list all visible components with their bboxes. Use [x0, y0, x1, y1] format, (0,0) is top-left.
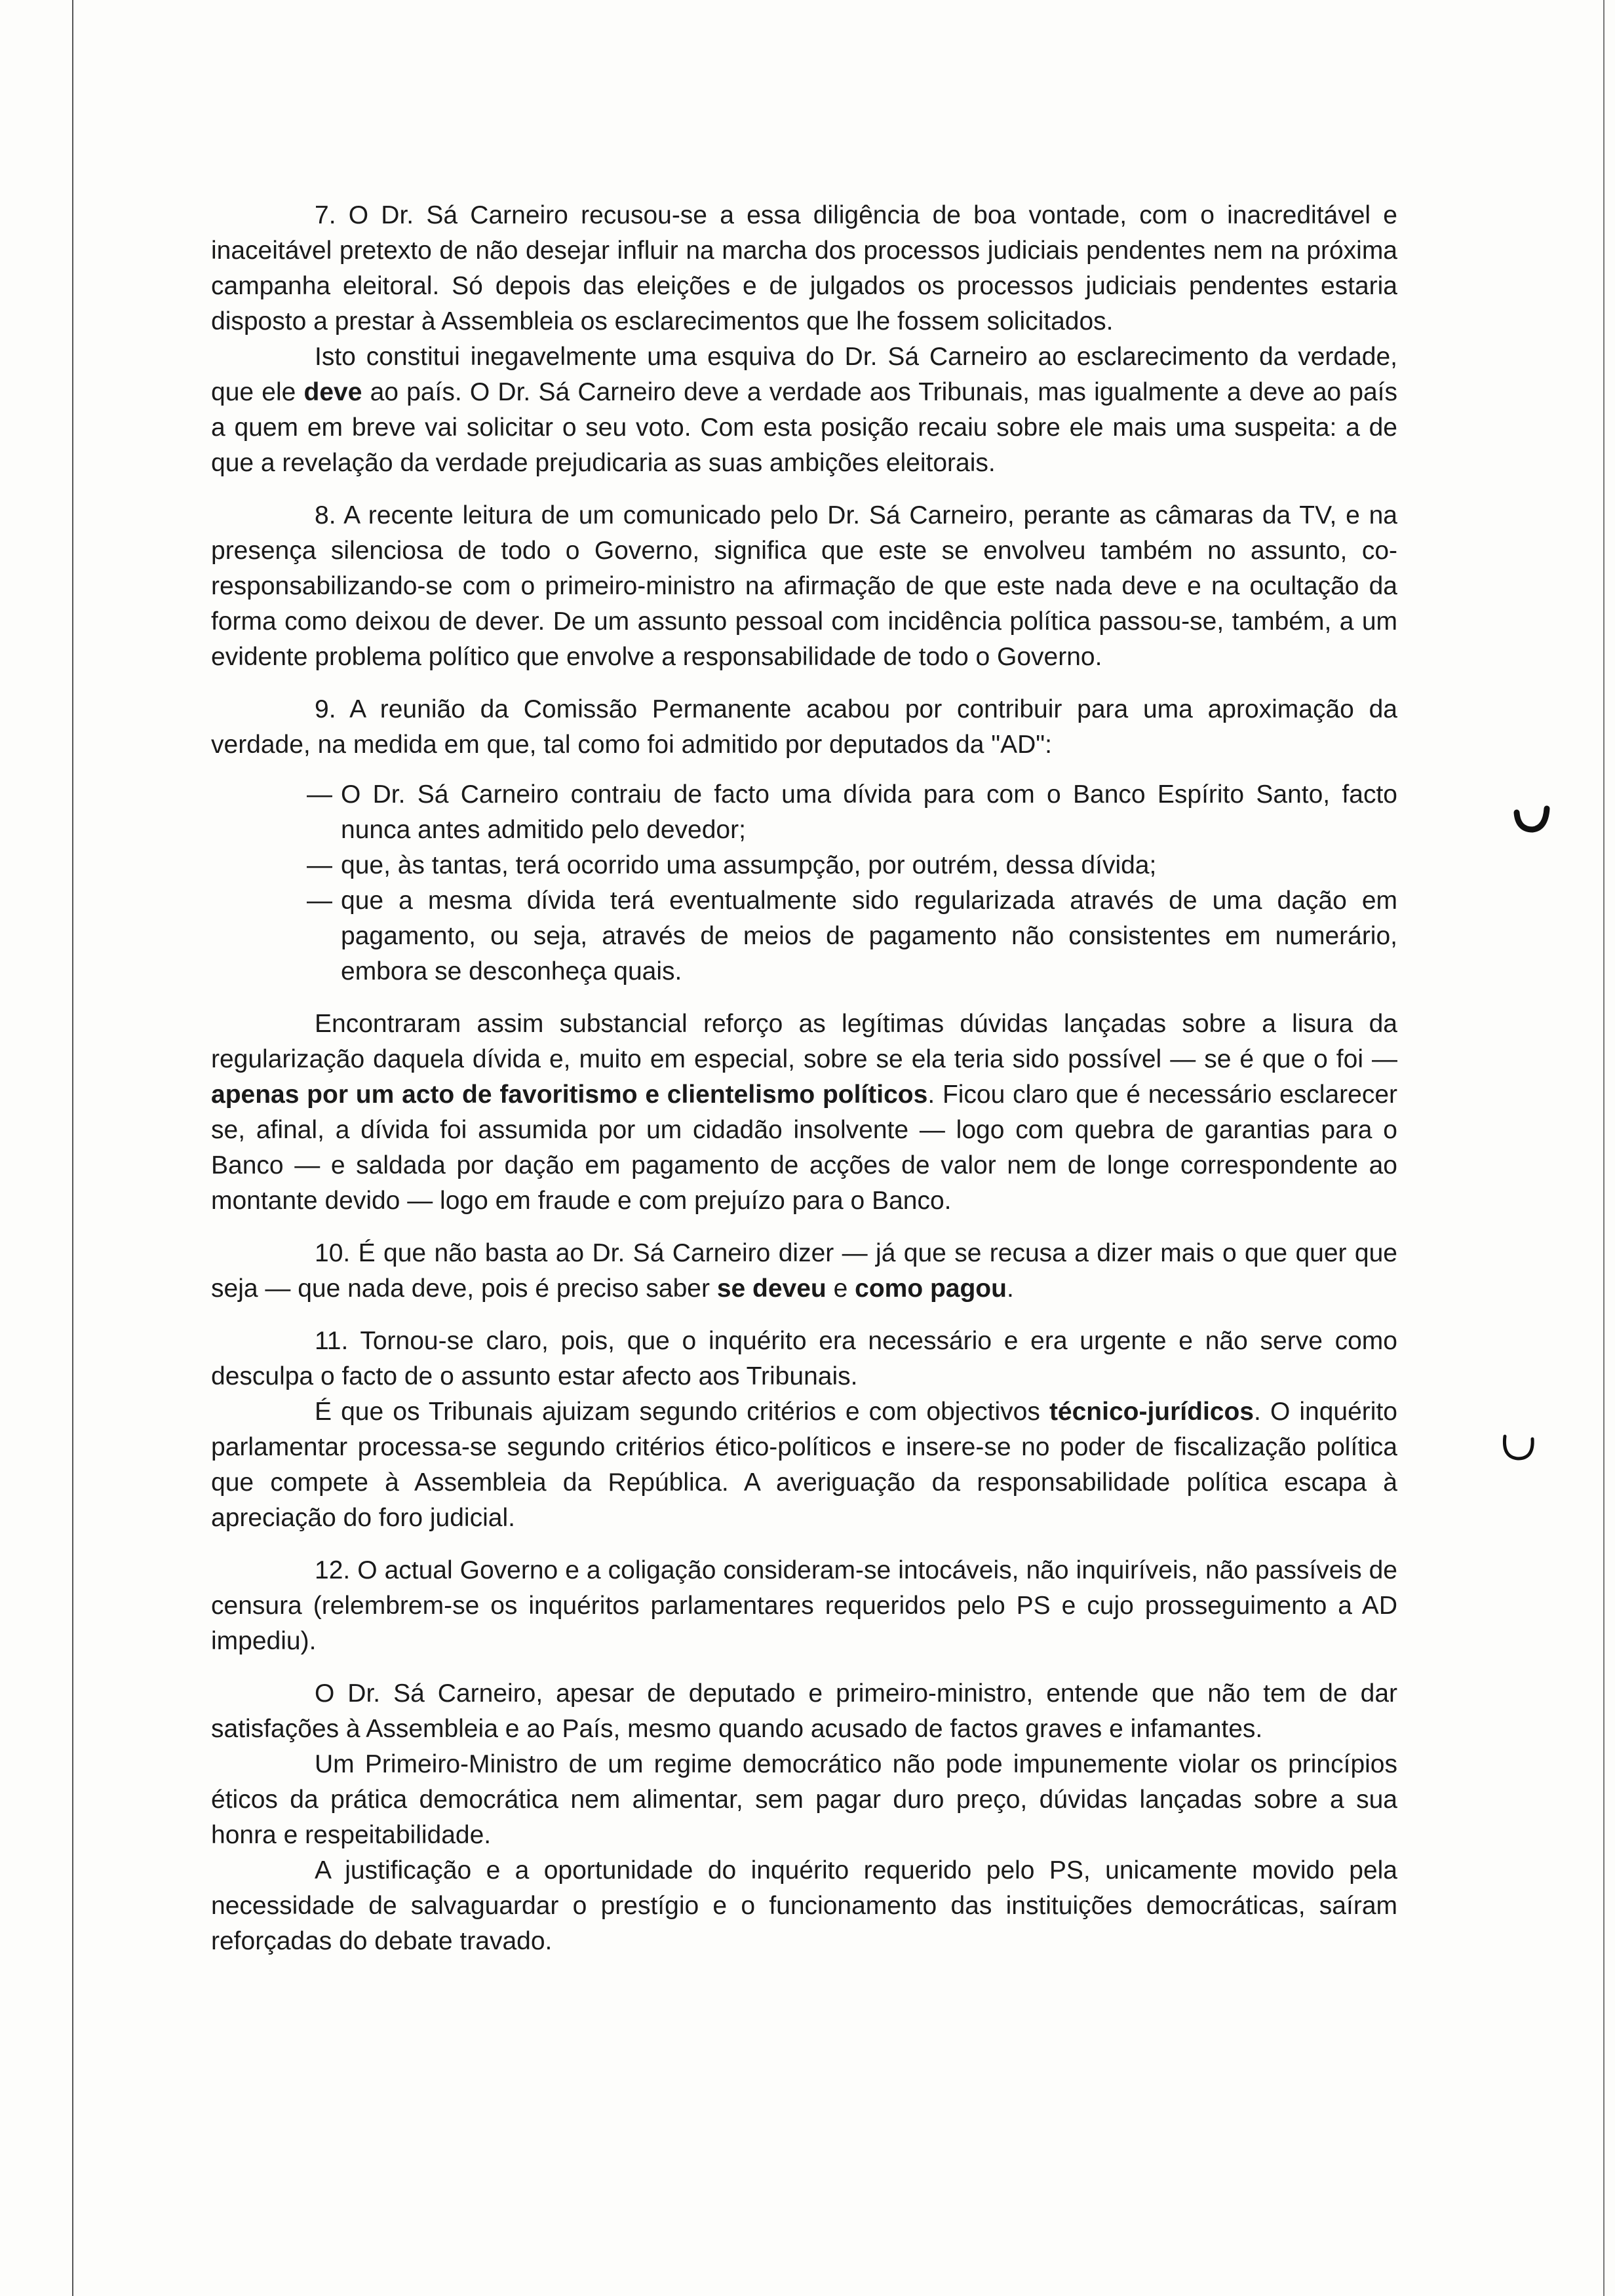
paragraph-p7b	[211, 339, 1397, 481]
text-segment: Encontraram assim substancial reforço as legítimas dúvidas lançadas sobre a lisura da regularização daquela dívida e, muito em especial, sobre se ela teria sido possível — se é que o foi —	[211, 1010, 1397, 1073]
text-segment: A justificação e a oportunidade do inquérito requerido pelo PS, unicamente movido pela necessidade de salvaguardar o prestígio e o funcionamento das instituições democráticas, saíram reforçadas do debate travado.	[211, 1856, 1397, 1955]
text-segment: 8. A recente leitura de um comunicado pelo Dr. Sá Carneiro, perante as câmaras da TV, e na presença silenciosa de todo o Governo, significa que este se envolveu também no assunto, co-responsabilizando-se com o primeiro-ministro na afirmação de que este nada deve e na ocultação da forma como deixou de dever. De um assunto pessoal com incidência política passou-se, também, a um evidente problema político que envolve a responsabilidade de todo o Governo.	[211, 501, 1397, 671]
paragraph-p9	[211, 692, 1397, 763]
text-segment: e	[826, 1274, 855, 1303]
bold-text: deve	[303, 378, 362, 406]
text-segment: 9. A reunião da Comissão Permanente acabou por contribuir para uma aproximação da verdade, na medida em que, tal como foi admitido por deputados da "AD":	[211, 695, 1397, 759]
paragraph-p12	[211, 1553, 1397, 1659]
text-segment: Isto constitui inegavelmente uma esquiva do Dr. Sá Carneiro ao esclarecimento da verdade, que ele	[211, 343, 1397, 406]
paragraphs-after-list	[211, 1006, 1397, 1959]
text-segment: ao país. O Dr. Sá Carneiro deve a verdade aos Tribunais, mas igualmente a deve ao país a quem em breve vai solicitar o seu voto. Com esta posição recaiu sobre ele mais uma suspeita: a de que a revelação da verdade prejudicaria as suas ambições eleitorais.	[211, 378, 1397, 477]
paragraph-p8	[211, 498, 1397, 675]
text-segment: .	[1006, 1274, 1014, 1303]
list-item-text: O Dr. Sá Carneiro contraiu de facto uma dívida para com o Banco Espírito Santo, facto nunca antes admitido pelo devedor;	[341, 780, 1397, 844]
list-item-text: que a mesma dívida terá eventualmente sido regularizada através de uma dação em pagamento, ou seja, através de meios de pagamento não consistentes em numerário, embora se desconheça quais.	[341, 887, 1397, 985]
text-segment: 10. É que não basta ao Dr. Sá Carneiro dizer — já que se recusa a dizer mais o que quer que seja — que nada deve, pois é preciso saber	[211, 1239, 1397, 1303]
text-segment: É que os Tribunais ajuizam segundo critérios e com objectivos	[315, 1398, 1049, 1426]
paragraph-p12c	[211, 1747, 1397, 1853]
list-dash: —	[307, 851, 332, 879]
text-segment: . O inquérito parlamentar processa-se segundo critérios ético-políticos e insere-se no poder de fiscalização política que compete à Assembleia da República. A averiguação da responsabilidade política escapa à apreciação do foro judicial.	[211, 1398, 1397, 1532]
text-segment: 7. O Dr. Sá Carneiro recusou-se a essa diligência de boa vontade, com o inacreditável e inaceitável pretexto de não desejar influir na marcha dos processos judiciais pendentes nem na próxima campanha eleitoral. Só depois das eleições e de julgados os processos judiciais pendentes estaria disposto a prestar à Assembleia os esclarecimentos que lhe fossem solicitados.	[211, 201, 1397, 335]
document-body	[211, 198, 1397, 1959]
paragraph-p10	[211, 1236, 1397, 1307]
binder-hole-icon	[1511, 798, 1551, 837]
bold-text: se deveu	[716, 1274, 827, 1303]
paragraph-p9b	[211, 1006, 1397, 1219]
text-segment: 12. O actual Governo e a coligação consideram-se intocáveis, não inquiríveis, não passíveis de censura (relembrem-se os inquéritos parlamentares requeridos pelo PS e cujo prosseguimento a AD impediu).	[211, 1556, 1397, 1655]
bold-text: técnico-jurídicos	[1049, 1398, 1254, 1426]
list-item	[307, 883, 1397, 989]
paragraph-p7	[211, 198, 1397, 339]
text-segment: Um Primeiro-Ministro de um regime democrático não pode impunemente violar os princípios éticos da prática democrática nem alimentar, sem pagar duro preço, dúvidas lançadas sobre a sua honra e respeitabilidade.	[211, 1750, 1397, 1849]
text-segment: . Ficou claro que é necessário esclarecer se, afinal, a dívida foi assumida por um cidadão insolvente — logo com quebra de garantias para o Banco — e saldada por dação em pagamento de acções de valor nem de longe correspondente ao montante devido — logo em fraude e com prejuízo para o Banco.	[211, 1081, 1397, 1215]
paragraph-p11b	[211, 1394, 1397, 1536]
paragraphs-before-list	[211, 198, 1397, 763]
text-segment: O Dr. Sá Carneiro, apesar de deputado e primeiro-ministro, entende que não tem de dar satisfações à Assembleia e ao País, mesmo quando acusado de factos graves e infamantes.	[211, 1679, 1397, 1743]
bold-text: apenas por um acto de favoritismo e clientelismo políticos	[211, 1081, 928, 1109]
bold-text: como pagou	[855, 1274, 1007, 1303]
list-item	[307, 848, 1397, 883]
binder-hole-icon	[1498, 1427, 1538, 1466]
paragraph-p12d	[211, 1853, 1397, 1959]
paragraph-p11	[211, 1324, 1397, 1394]
list-dash: —	[307, 780, 332, 809]
text-segment: 11. Tornou-se claro, pois, que o inquérito era necessário e era urgente e não serve como desculpa o facto de o assunto estar afecto aos Tribunais.	[211, 1327, 1397, 1390]
paragraph-p12b	[211, 1676, 1397, 1747]
dash-list	[211, 777, 1397, 989]
list-dash: —	[307, 887, 332, 915]
list-item-text: que, às tantas, terá ocorrido uma assumpção, por outrém, dessa dívida;	[341, 851, 1157, 879]
page-right-edge	[1603, 0, 1605, 2296]
page-left-edge	[72, 0, 73, 2296]
list-item	[307, 777, 1397, 848]
